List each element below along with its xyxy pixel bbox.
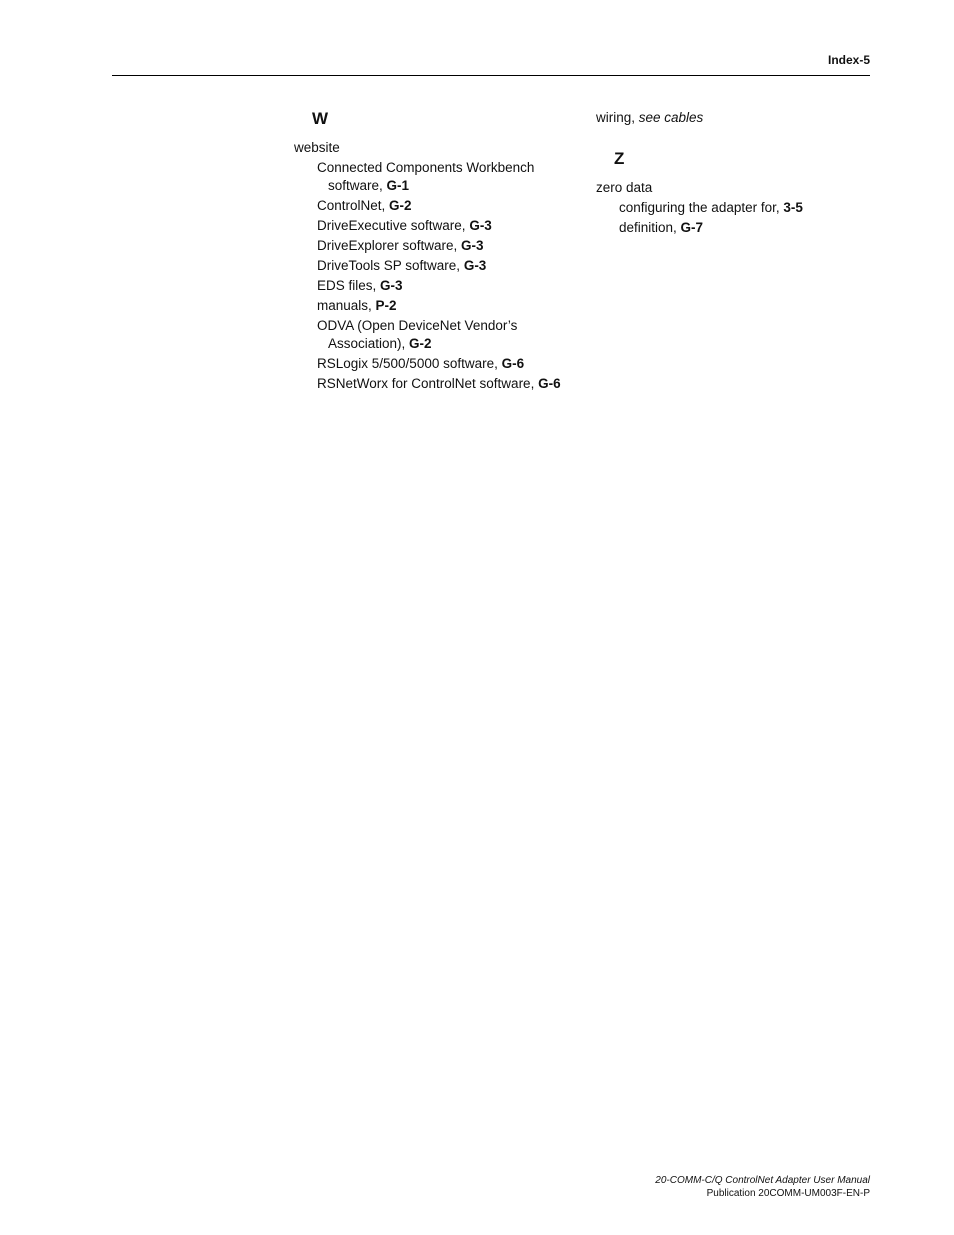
page-reference: G-3	[469, 218, 492, 233]
page-reference: G-2	[389, 198, 412, 213]
page-reference: G-3	[461, 238, 484, 253]
page-footer	[655, 1174, 870, 1200]
index-letter-z: Z	[614, 149, 625, 168]
index-subentry: EDS files, G-3	[317, 278, 403, 293]
see-reference: see cables	[638, 110, 704, 125]
page-reference: P-2	[375, 298, 397, 313]
publication-number: Publication 20COMM-UM003F-EN-P	[706, 1188, 870, 1199]
header-rule	[112, 75, 870, 76]
index-subentry: ODVA (Open DeviceNet Vendor’s Association), G-2	[317, 318, 518, 351]
manual-title: 20-COMM-C/Q ControlNet Adapter User Manual	[655, 1175, 870, 1186]
index-column-left	[294, 108, 574, 394]
index-subentry: RSNetWorx for ControlNet software, G-6	[317, 376, 561, 391]
index-subentry: DriveTools SP software, G-3	[317, 258, 487, 273]
page-reference: G-2	[409, 336, 432, 351]
index-entry-zero-data: zero data	[596, 180, 653, 195]
index-subentry: RSLogix 5/500/5000 software, G-6	[317, 356, 525, 371]
index-subentry: ControlNet, G-2	[317, 198, 412, 213]
index-subentry: manuals, P-2	[317, 298, 397, 313]
index-entry-website: website	[294, 140, 340, 155]
page-reference: 3-5	[783, 200, 803, 215]
page-reference: G-1	[386, 178, 410, 193]
page-reference: G-6	[501, 356, 525, 371]
page-label: Index-5	[827, 53, 870, 67]
page-reference: G-3	[380, 278, 403, 293]
index-letter-w: W	[312, 109, 329, 128]
page-reference: G-3	[463, 258, 487, 273]
page-reference: G-6	[538, 376, 561, 391]
index-subentry: configuring the adapter for, 3-5	[619, 200, 803, 215]
page-reference: G-7	[680, 220, 704, 235]
index-subentry: DriveExplorer software, G-3	[317, 238, 484, 253]
index-entry-wiring: wiring, see cables	[596, 110, 704, 125]
index-subentry: Connected Components Workbench software, G-1	[317, 160, 535, 193]
index-subentry: DriveExecutive software, G-3	[317, 218, 492, 233]
index-subentry: definition, G-7	[619, 220, 704, 235]
index-column-right	[596, 108, 876, 238]
